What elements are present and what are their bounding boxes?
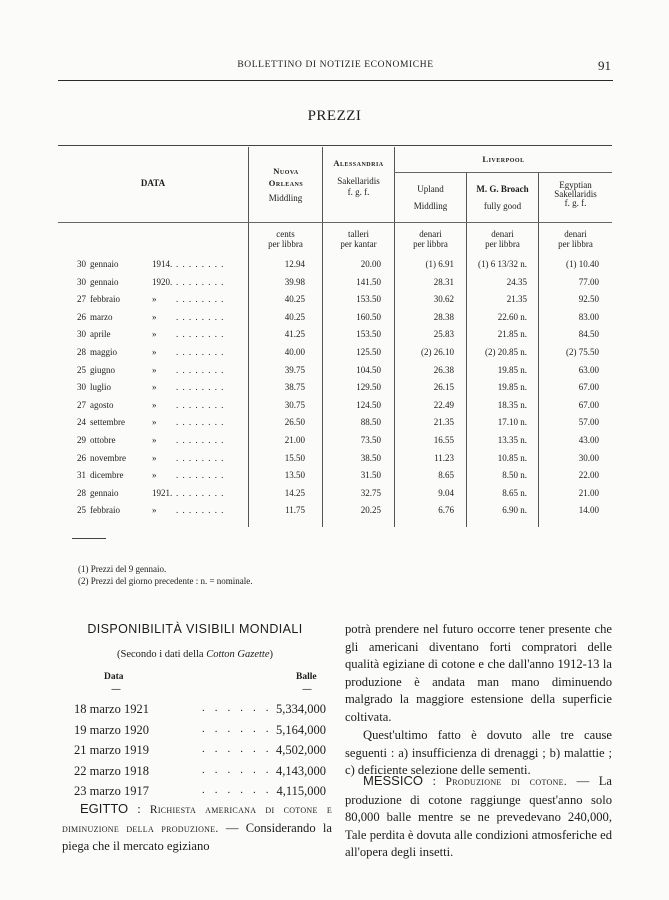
footnote-2: (2) Prezzi del giorno precedente : n. = nominale. <box>78 576 253 586</box>
row-month: giugno <box>90 364 116 375</box>
row-day: 28 <box>77 347 86 357</box>
list-date: 21 marzo 1919 <box>74 743 149 757</box>
cell-egyptian: (2) 75.50 <box>566 347 599 357</box>
running-head <box>58 58 613 81</box>
cell-egyptian: 92.50 <box>578 294 599 305</box>
row-year: 1914. <box>152 259 173 269</box>
row-month: maggio <box>90 347 117 357</box>
footnotes <box>78 563 253 587</box>
cell-nuova-orleans: 11.75 <box>285 505 305 516</box>
leader-dots: ...... <box>202 784 279 796</box>
row-year: » <box>152 452 157 463</box>
cell-upland: 28.31 <box>433 276 454 287</box>
cell-egyptian: (1) 10.40 <box>566 259 599 269</box>
cell-egyptian: 14.00 <box>578 505 599 516</box>
cell-nuova-orleans: 12.94 <box>284 259 305 269</box>
col-header-balle: Balle <box>296 672 317 682</box>
header-nuova-orleans-grade: Middling <box>268 193 303 203</box>
cell-egyptian: 67.00 <box>578 382 599 393</box>
prices-title: PREZZI <box>307 108 362 124</box>
row-day: 28 <box>77 487 86 498</box>
leader-dots: ...... <box>202 722 279 735</box>
cell-broach: 10.85 n. <box>497 452 527 463</box>
cell-alessandria: 32.75 <box>360 487 381 498</box>
list-balle: 4,143,000 <box>276 763 326 778</box>
list-balle: 4,502,000 <box>276 743 326 757</box>
cell-broach: (1) 6 13/32 n. <box>478 259 527 269</box>
cell-alessandria: 38.50 <box>360 452 381 463</box>
header-broach-grade: fully good <box>483 201 522 211</box>
unit-line: per libbra <box>268 239 303 249</box>
leader-dots: ........ <box>176 329 228 340</box>
egitto-continued: potrà prendere nel futuro occorre tener presente che gli americani diventano forti compratori delle qualità egiziane di cotone e che dall'anno 1912-13 la produzione è andata man mano diminuendo malgrado la maggiore estensione della superficie coltivata. <box>345 622 612 724</box>
cell-broach: 17.10 n. <box>497 417 527 428</box>
cell-upland: 28.38 <box>433 311 454 322</box>
footnote-rule <box>72 538 106 539</box>
cell-broach: 19.85 n. <box>497 364 527 375</box>
unit-broach <box>467 229 538 249</box>
egitto-sep: : <box>128 802 150 816</box>
cell-upland: 9.04 <box>438 487 454 498</box>
header-alessandria-grade-1: Sakellaridis <box>337 176 380 186</box>
unit-line: denari <box>419 229 442 239</box>
col-dash-balle: — <box>302 684 312 695</box>
messico-paragraph <box>345 772 612 862</box>
row-day: 30 <box>77 276 86 287</box>
row-year: » <box>152 311 157 322</box>
row-year: » <box>152 294 157 305</box>
list-item <box>74 702 330 723</box>
list-item <box>74 743 330 764</box>
prices-table <box>58 145 612 530</box>
subtitle-source: Cotton Gazette <box>206 649 270 660</box>
leader-dots: ........ <box>176 399 228 410</box>
egitto-heading: Richiesta americana di cotone e diminuzione della produzione. <box>62 804 333 835</box>
row-day: 31 <box>77 470 86 481</box>
row-month: luglio <box>90 382 112 393</box>
leader-dots: ........ <box>176 364 228 375</box>
cell-broach: 8.50 n. <box>502 470 527 481</box>
cell-upland: 6.76 <box>438 505 454 516</box>
cell-broach: (2) 20.85 n. <box>485 347 527 357</box>
cell-nuova-orleans: 13.50 <box>284 470 305 481</box>
row-year: » <box>152 505 157 516</box>
row-month: gennaio <box>90 259 119 269</box>
leader-dots: ........ <box>176 417 228 428</box>
cell-nuova-orleans: 30.75 <box>284 399 305 410</box>
row-month: febbraio <box>90 294 120 305</box>
cell-broach: 21.35 <box>506 294 527 305</box>
list-balle: 4,115,000 <box>276 784 326 798</box>
cell-alessandria: 73.50 <box>360 435 381 445</box>
header-data: DATA <box>140 178 166 188</box>
row-year: » <box>152 435 157 445</box>
cell-nuova-orleans: 21.00 <box>284 435 305 445</box>
list-date: 23 marzo 1917 <box>74 784 149 798</box>
row-month: settembre <box>90 417 125 428</box>
leader-dots: ........ <box>176 487 228 498</box>
row-day: 24 <box>77 417 86 428</box>
row-year: » <box>152 347 157 357</box>
cell-nuova-orleans: 26.50 <box>284 417 305 428</box>
unit-line: per libbra <box>413 239 448 249</box>
messico-heading: Produzione di cotone. <box>445 776 568 788</box>
messico-lead: MESSICO <box>363 773 423 788</box>
leader-dots: ........ <box>176 276 228 287</box>
cell-nuova-orleans: 40.25 <box>284 311 305 322</box>
row-month: gennaio <box>90 487 119 498</box>
cell-broach: 6.90 n. <box>502 505 527 516</box>
cell-alessandria: 153.50 <box>356 294 381 305</box>
cell-alessandria: 20.25 <box>360 505 381 516</box>
header-liverpool: Liverpool <box>482 154 525 164</box>
cell-nuova-orleans: 40.00 <box>284 347 305 357</box>
cell-alessandria: 129.50 <box>356 382 381 393</box>
row-month: marzo <box>90 311 113 322</box>
row-year: » <box>152 470 157 481</box>
header-broach: M. G. Broach <box>476 184 529 194</box>
unit-line: per libbra <box>485 239 520 249</box>
row-month: agosto <box>90 399 114 410</box>
egitto-lead: EGITTO <box>80 801 129 816</box>
cell-egyptian: 30.00 <box>578 452 599 463</box>
leader-dots: ...... <box>202 702 279 714</box>
leader-dots: ...... <box>202 743 279 755</box>
col-dash-data: — <box>111 684 121 695</box>
cell-broach: 22.60 n. <box>497 311 527 322</box>
row-day: 30 <box>77 329 86 340</box>
header-upland-grade: Middling <box>413 201 448 211</box>
cell-egyptian: 83.00 <box>578 311 599 322</box>
cell-alessandria: 153.50 <box>356 329 381 340</box>
list-balle: 5,334,000 <box>276 702 326 716</box>
cell-broach: 18.35 n. <box>497 399 527 410</box>
row-month: novembre <box>90 452 126 463</box>
row-year: » <box>152 329 157 340</box>
unit-line: per kantar <box>340 239 377 249</box>
row-year: 1921. <box>152 487 173 498</box>
unit-line: per libbra <box>558 239 593 249</box>
cell-egyptian: 43.00 <box>578 435 599 445</box>
row-month: febbraio <box>90 505 120 516</box>
header-upland: Upland <box>417 184 444 194</box>
cell-nuova-orleans: 41.25 <box>284 329 305 340</box>
unit-alessandria <box>323 229 394 249</box>
footnote-1: (1) Prezzi del 9 gennaio. <box>78 564 167 574</box>
row-day: 26 <box>77 452 86 463</box>
unit-upland <box>395 229 466 249</box>
cell-broach: 8.65 n. <box>502 487 527 498</box>
leader-dots: ........ <box>176 382 228 393</box>
cell-broach: 24.35 <box>506 276 527 287</box>
row-day: 30 <box>77 382 86 393</box>
cell-alessandria: 125.50 <box>356 347 381 357</box>
egitto-paragraph <box>62 800 332 856</box>
header-egyptian-grade-2: f. g. f. <box>564 198 587 208</box>
cell-alessandria: 124.50 <box>356 399 381 410</box>
leader-dots: ........ <box>176 452 228 463</box>
row-year: » <box>152 399 157 410</box>
cell-alessandria: 88.50 <box>360 417 381 428</box>
cell-nuova-orleans: 40.25 <box>284 294 305 305</box>
row-day: 29 <box>77 435 86 445</box>
cell-upland: 11.23 <box>434 452 454 463</box>
cell-upland: 25.83 <box>433 329 454 340</box>
header-alessandria-grade-2: f. g. f. <box>347 187 370 197</box>
cell-broach: 19.85 n. <box>497 382 527 393</box>
list-balle: 5,164,000 <box>276 722 326 737</box>
unit-nuova-orleans <box>249 229 322 249</box>
cell-nuova-orleans: 38.75 <box>284 382 305 393</box>
egitto-paragraph-2: Quest'ultimo fatto è dovuto alle tre cause seguenti : a) insufficienza di drenaggi ; b) malattie ; c) deficiente selezione delle sementi. <box>345 728 612 778</box>
cell-egyptian: 84.50 <box>578 329 599 340</box>
cell-nuova-orleans: 15.50 <box>284 452 305 463</box>
leader-dots: ........ <box>176 470 228 481</box>
list-date: 18 marzo 1921 <box>74 702 149 716</box>
table-row <box>58 505 612 525</box>
cell-alessandria: 20.00 <box>360 259 381 269</box>
row-day: 30 <box>77 259 86 269</box>
row-month: ottobre <box>90 435 116 445</box>
list-item <box>74 723 330 744</box>
header-bottom-rule <box>58 222 612 223</box>
cell-broach: 21.85 n. <box>497 329 527 340</box>
table-top-rule <box>58 145 612 146</box>
list-date: 22 marzo 1918 <box>74 763 149 778</box>
row-month: gennaio <box>90 276 119 287</box>
row-day: 27 <box>77 294 86 305</box>
unit-line: cents <box>276 229 295 239</box>
row-month: dicembre <box>90 470 124 481</box>
list-item <box>74 764 330 785</box>
disponibilita-title: DISPONIBILITÀ VISIBILI MONDIALI <box>87 622 303 636</box>
list-date: 19 marzo 1920 <box>74 722 149 737</box>
cell-egyptian: 77.00 <box>578 276 599 287</box>
leader-dots: ........ <box>176 435 228 445</box>
cell-alessandria: 104.50 <box>356 364 381 375</box>
messico-body: — La produzione di cotone raggiunge quest'anno solo 80,000 balle mentre se ne prevedevano 240,000, Tale perdita è dovuta alle condizioni atmosferiche ed all'opera degli insetti. <box>345 774 612 860</box>
egitto-body: — Considerando la piega che il mercato egiziano <box>62 820 332 854</box>
row-year: 1920. <box>152 276 173 287</box>
cell-nuova-orleans: 39.98 <box>284 276 305 287</box>
unit-egyptian <box>539 229 612 249</box>
cell-alessandria: 31.50 <box>360 470 381 481</box>
unit-line: talleri <box>348 229 369 239</box>
header-nuova-orleans: Nuova Orleans <box>268 166 304 188</box>
cell-egyptian: 63.00 <box>578 364 599 375</box>
leader-dots: ........ <box>176 294 228 305</box>
cell-alessandria: 141.50 <box>356 276 381 287</box>
cell-upland: 26.38 <box>433 364 454 375</box>
cell-egyptian: 22.00 <box>578 470 599 481</box>
subtitle-suffix: ) <box>269 649 274 660</box>
row-day: 27 <box>77 399 86 410</box>
unit-line: denari <box>491 229 514 239</box>
leader-dots: ...... <box>202 763 279 776</box>
leader-dots: ........ <box>176 347 228 357</box>
cell-egyptian: 21.00 <box>578 487 599 498</box>
cell-upland: 30.62 <box>433 294 454 305</box>
journal-title: BOLLETTINO DI NOTIZIE ECONOMICHE <box>237 60 434 70</box>
cell-upland: 22.49 <box>433 399 454 410</box>
header-egyptian-grade: Sakellaridis <box>554 189 597 199</box>
cell-upland: (1) 6.91 <box>425 259 454 269</box>
leader-dots: ........ <box>176 259 228 269</box>
row-year: » <box>152 417 157 428</box>
row-month: aprile <box>90 329 111 340</box>
cell-egyptian: 67.00 <box>578 399 599 410</box>
liverpool-sub-rule <box>394 172 612 173</box>
messico-sep: : <box>422 774 446 788</box>
row-day: 25 <box>77 505 86 516</box>
cell-alessandria: 160.50 <box>356 311 381 322</box>
header-alessandria: Alessandria <box>333 158 384 168</box>
cell-nuova-orleans: 14.25 <box>284 487 305 498</box>
cell-upland: 16.55 <box>433 435 454 445</box>
subtitle-prefix: (Secondo i dati della <box>116 649 207 660</box>
leader-dots: ........ <box>176 311 228 322</box>
row-day: 25 <box>77 364 86 375</box>
unit-line: denari <box>564 229 587 239</box>
cell-nuova-orleans: 39.75 <box>284 364 305 375</box>
cell-upland: 21.35 <box>433 417 454 428</box>
page-number: 91 <box>598 58 611 73</box>
col-header-data: Data <box>104 672 124 682</box>
cell-upland: 8.65 <box>438 470 454 481</box>
disponibilita-subtitle <box>60 649 330 660</box>
cell-broach: 13.35 n. <box>497 435 527 445</box>
leader-dots: ........ <box>176 505 228 516</box>
cell-egyptian: 57.00 <box>578 417 599 428</box>
row-day: 26 <box>77 311 86 322</box>
cell-upland: 26.15 <box>433 382 454 393</box>
header-egyptian: Egyptian <box>559 180 592 190</box>
row-year: » <box>152 364 157 375</box>
cell-upland: (2) 26.10 <box>421 347 454 357</box>
row-year: » <box>152 382 157 393</box>
